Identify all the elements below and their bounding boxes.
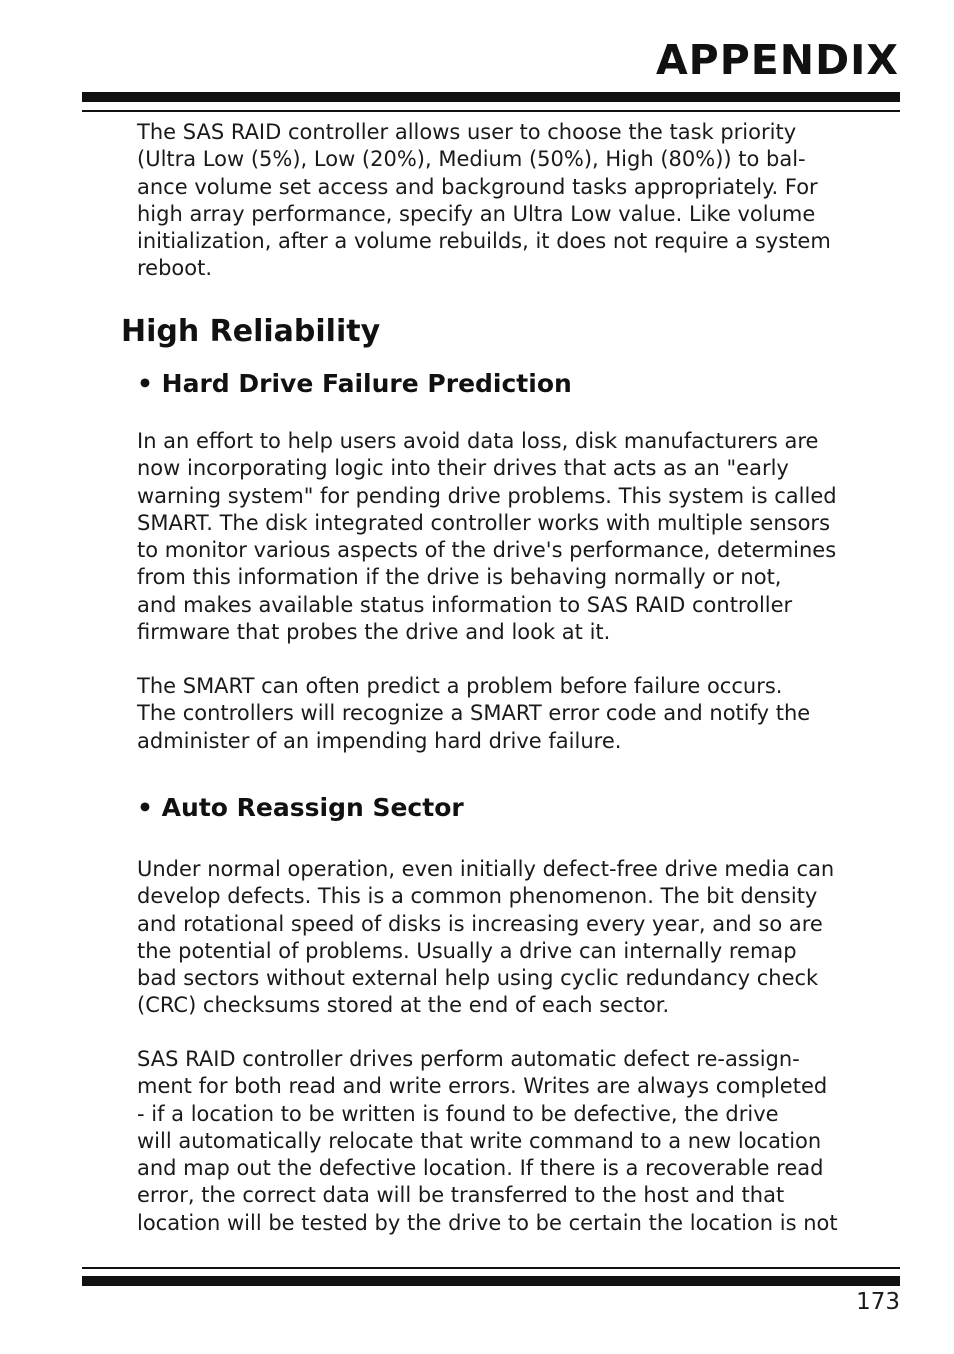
- subsection-heading-auto-reassign: • Auto Reassign Sector: [137, 793, 464, 822]
- header-rule-thin: [82, 110, 900, 112]
- header-rule-thick: [82, 92, 900, 102]
- footer-rule-thick: [82, 1276, 900, 1286]
- page-title: APPENDIX: [655, 36, 899, 84]
- failure-prediction-paragraph-2: The SMART can often predict a problem before failure occurs. The controllers will recognize a SMART error code and notify the administer of an impending hard drive failure.: [137, 674, 811, 753]
- auto-reassign-paragraph-2: SAS RAID controller drives perform automatic defect re-assign- ment for both read and write errors. Writes are always completed - if a location to be written is found to be defective, the drive will automatically relocate that write command to a new location and map out the defective location. If there is a recoverable read error, the correct data will be transferred to the host and that location will be tested by the drive to be certain the location is not: [137, 1047, 838, 1235]
- auto-reassign-paragraph-1: Under normal operation, even initially defect-free drive media can develop defects. This is a common phenomenon. The bit density and rotational speed of disks is increasing every year, and so are the potential of problems. Usually a drive can internally remap bad sectors without external help using cyclic redundancy check (CRC) checksums stored at the end of each sector.: [137, 857, 835, 1018]
- footer-rule-thin: [82, 1267, 900, 1269]
- subsection-heading-failure-prediction: • Hard Drive Failure Prediction: [137, 369, 572, 398]
- intro-paragraph: The SAS RAID controller allows user to choose the task priority (Ultra Low (5%), Low (20%), Medium (50%), High (80%)) to bal- ance volume set access and background tasks appropriately. For high array performance, specify an Ultra Low value. Like volume initialization, after a volume rebuilds, it does not require a system reboot.: [137, 120, 831, 281]
- section-heading: High Reliability: [121, 314, 381, 349]
- failure-prediction-paragraph-1: In an effort to help users avoid data loss, disk manufacturers are now incorporating logic into their drives that acts as an "early warning system" for pending drive problems. This system is called SMART. The disk integrated controller works with multiple sensors to monitor various aspects of the drive's performance, determines from this information if the drive is behaving normally or not, and makes available status information to SAS RAID controller firmware that probes the drive and look at it.: [137, 429, 837, 645]
- page-number: 173: [856, 1289, 900, 1315]
